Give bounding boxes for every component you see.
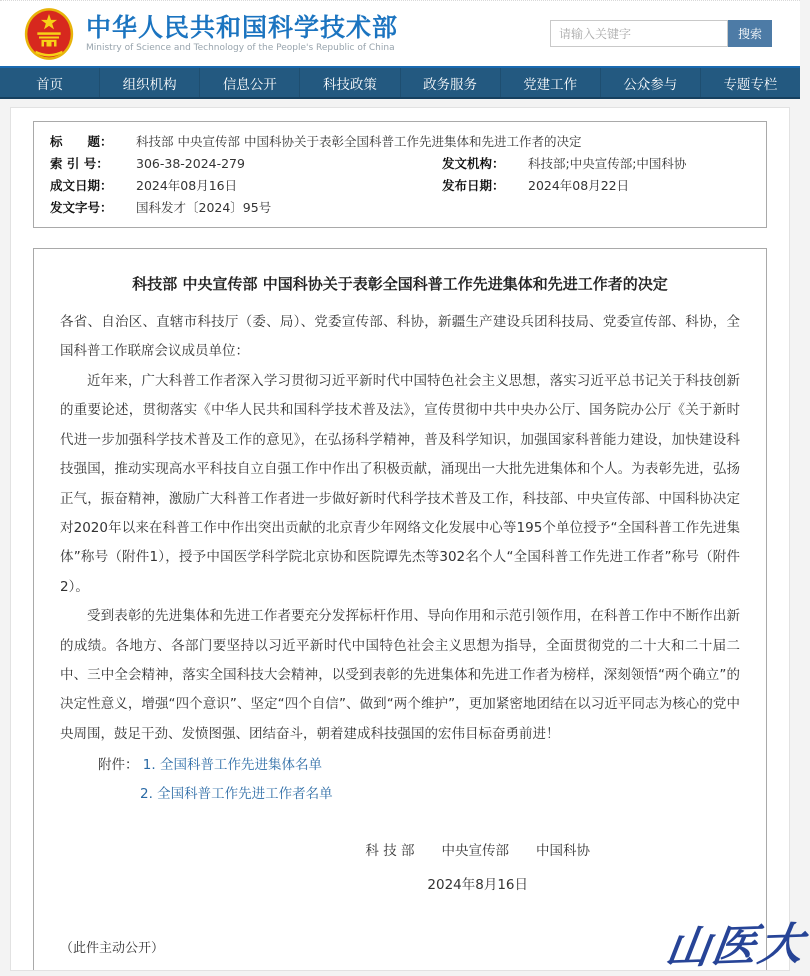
site-header bbox=[0, 0, 800, 66]
meta-issuer-value: 科技部;中央宣传部;中国科协 bbox=[528, 156, 687, 171]
search-bar bbox=[550, 20, 772, 47]
meta-row-number bbox=[50, 197, 750, 219]
meta-index-label: 索 引 号： bbox=[50, 156, 109, 171]
signature-block bbox=[365, 835, 590, 903]
signature-date: 2024年8月16日 bbox=[427, 877, 529, 894]
document-metadata-table bbox=[33, 121, 767, 228]
attachments-label: 附件： bbox=[98, 757, 139, 774]
meta-row-title bbox=[50, 131, 750, 153]
site-brand bbox=[86, 14, 550, 54]
attachment-link-1[interactable]: 1. 全国科普工作先进集体名单 bbox=[142, 757, 322, 774]
nav-item-info-disclosure[interactable]: 信息公开 bbox=[200, 68, 300, 97]
document-card bbox=[33, 248, 767, 970]
nav-item-public-participation[interactable]: 公众参与 bbox=[601, 68, 701, 97]
search-button[interactable]: 搜索 bbox=[728, 20, 772, 47]
nav-item-home[interactable]: 首页 bbox=[0, 68, 100, 97]
nav-item-gov-services[interactable]: 政务服务 bbox=[401, 68, 501, 97]
meta-issuer-label: 发文机构： bbox=[442, 156, 505, 171]
document-salutation: 各省、自治区、直辖市科技厅（委、局）、党委宣传部、科协，新疆生产建设兵团科技局、党委宣传部、科协，全国科普工作联席会议成员单位： bbox=[60, 314, 740, 360]
meta-date-written-label: 成文日期： bbox=[50, 178, 113, 193]
disclosure-note: （此件主动公开） bbox=[60, 940, 165, 956]
national-emblem-icon bbox=[24, 7, 74, 61]
main-nav bbox=[0, 66, 800, 99]
site-title: 中华人民共和国科学技术部 bbox=[86, 12, 399, 42]
meta-doc-number-label: 发文字号： bbox=[50, 200, 113, 215]
attachment-line-1 bbox=[98, 751, 740, 780]
meta-date-published-value: 2024年08月22日 bbox=[528, 178, 630, 193]
site-subtitle: Ministry of Science and Technology of the People's Republic of China bbox=[86, 43, 395, 54]
attachment-link-2[interactable]: 2. 全国科普工作先进工作者名单 bbox=[140, 786, 333, 803]
meta-date-written-value: 2024年08月16日 bbox=[136, 178, 238, 193]
meta-doc-number-value: 国科发才〔2024〕95号 bbox=[136, 200, 272, 215]
attachments-section bbox=[60, 751, 740, 809]
nav-item-party-building[interactable]: 党建工作 bbox=[501, 68, 601, 97]
meta-title-label: 标 题： bbox=[50, 134, 113, 149]
signature-orgs: 科 技 部 中央宣传部 中国科协 bbox=[365, 843, 590, 860]
nav-item-organization[interactable]: 组织机构 bbox=[100, 68, 200, 97]
calligraphy-watermark: 山医大 bbox=[662, 918, 809, 975]
page-body bbox=[0, 99, 809, 975]
document-paragraph-2: 受到表彰的先进集体和先进工作者要充分发挥标杆作用、导向作用和示范引领作用，在科普工作中不断作出新的成绩。各地方、各部门要坚持以习近平新时代中国特色社会主义思想为指导，全面贯彻党的二十大和二十届二中、三中全会精神，落实全国科技大会精神，以受到表彰的先进集体和先进工作者为榜样，深刻领悟“两个确立”的决定性意义，增强“四个意识”、坚定“四个自信”、做到“两个维护”，更加紧密地团结在以习近平同志为核心的党中央周围，鼓足干劲、发愤图强、团结奋斗，朝着建成科技强国的宏伟目标奋勇前进！ bbox=[60, 608, 740, 742]
content-container bbox=[10, 107, 809, 975]
meta-index-value: 306-38-2024-279 bbox=[136, 156, 245, 171]
meta-date-published-label: 发布日期： bbox=[442, 178, 505, 193]
nav-item-special-topics[interactable]: 专题专栏 bbox=[723, 76, 778, 93]
document-paragraph-1: 近年来，广大科普工作者深入学习贯彻习近平新时代中国特色社会主义思想，落实习近平总书记关于科技创新的重要论述，贯彻落实《中华人民共和国科学技术普及法》，宣传贯彻中共中央办公厅、国务院办公厅《关于新时代进一步加强科学技术普及工作的意见》，在弘扬科学精神，普及科学知识，加强国家科普能力建设，加快建设科技强国，推动实现高水平科技自立自强工作中作出了积极贡献，涌现出一大批先进集体和个人。为表彰先进，弘扬正气，振奋精神，激励广大科普工作者进一步做好新时代科学技术普及工作，科技部、中央宣传部、中国科协决定对2020年以来在科普工作中作出突出贡献的北京青少年网络文化发展中心等195个单位授予“全国科普工作先进集体”称号（附件1），授予中国医学科学院北京协和医院谭先杰等302名个人“全国科普工作先进工作者”称号（附件2）。 bbox=[60, 372, 740, 595]
attachment-line-2 bbox=[98, 780, 740, 809]
meta-row-dates bbox=[50, 175, 750, 197]
nav-item-sci-policy[interactable]: 科技政策 bbox=[300, 68, 400, 97]
meta-title-value: 科技部 中央宣传部 中国科协关于表彰全国科普工作先进集体和先进工作者的决定 bbox=[136, 134, 582, 149]
search-input[interactable] bbox=[550, 20, 728, 47]
document-title: 科技部 中央宣传部 中国科协关于表彰全国科普工作先进集体和先进工作者的决定 bbox=[132, 275, 668, 293]
meta-row-index bbox=[50, 153, 750, 175]
